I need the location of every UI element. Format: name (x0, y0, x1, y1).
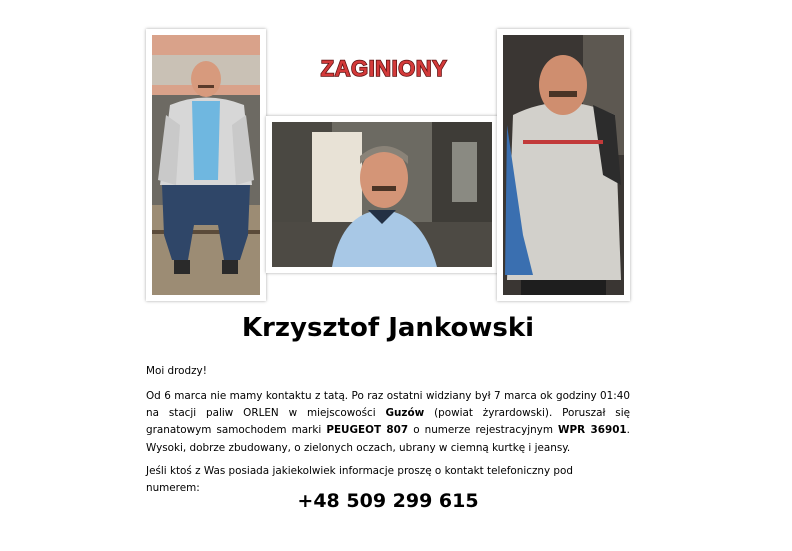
description-text-2: (powiat żyrardowski). Poruszał się granatowym samochodem marki (146, 407, 631, 437)
car-model: PEUGEOT 807 (326, 424, 409, 437)
phone-number: +48 509 299 615 (297, 490, 479, 512)
photo-portrait (266, 116, 498, 273)
description-paragraph (146, 388, 630, 457)
missing-headline: ZAGINIONY (320, 56, 448, 81)
place-name: Guzów (385, 407, 425, 420)
license-plate: WPR 36901 (558, 424, 627, 437)
description-text-1: Od 6 marca nie mamy kontaktu z tatą. Po raz ostatni widziany był 7 marca ok godziny 01:40 na stacji paliw ORLEN w miejscowości (146, 390, 630, 420)
greeting: Moi drodzy! (146, 365, 207, 377)
description-text-3: o numerze rejestracyjnym (408, 424, 559, 437)
description-text-4: . Wysoki, dobrze zbudowany, o zielonych oczach, ubrany w ciemną kurtkę i jeansy. (146, 424, 630, 454)
photo-backpack (497, 29, 630, 301)
contact-request: Jeśli ktoś z Was posiada jakiekolwiek informacje proszę o kontakt telefoniczny pod numerem: (146, 465, 573, 495)
person-name: Krzysztof Jankowski (241, 313, 535, 343)
photo-seated (146, 29, 266, 301)
